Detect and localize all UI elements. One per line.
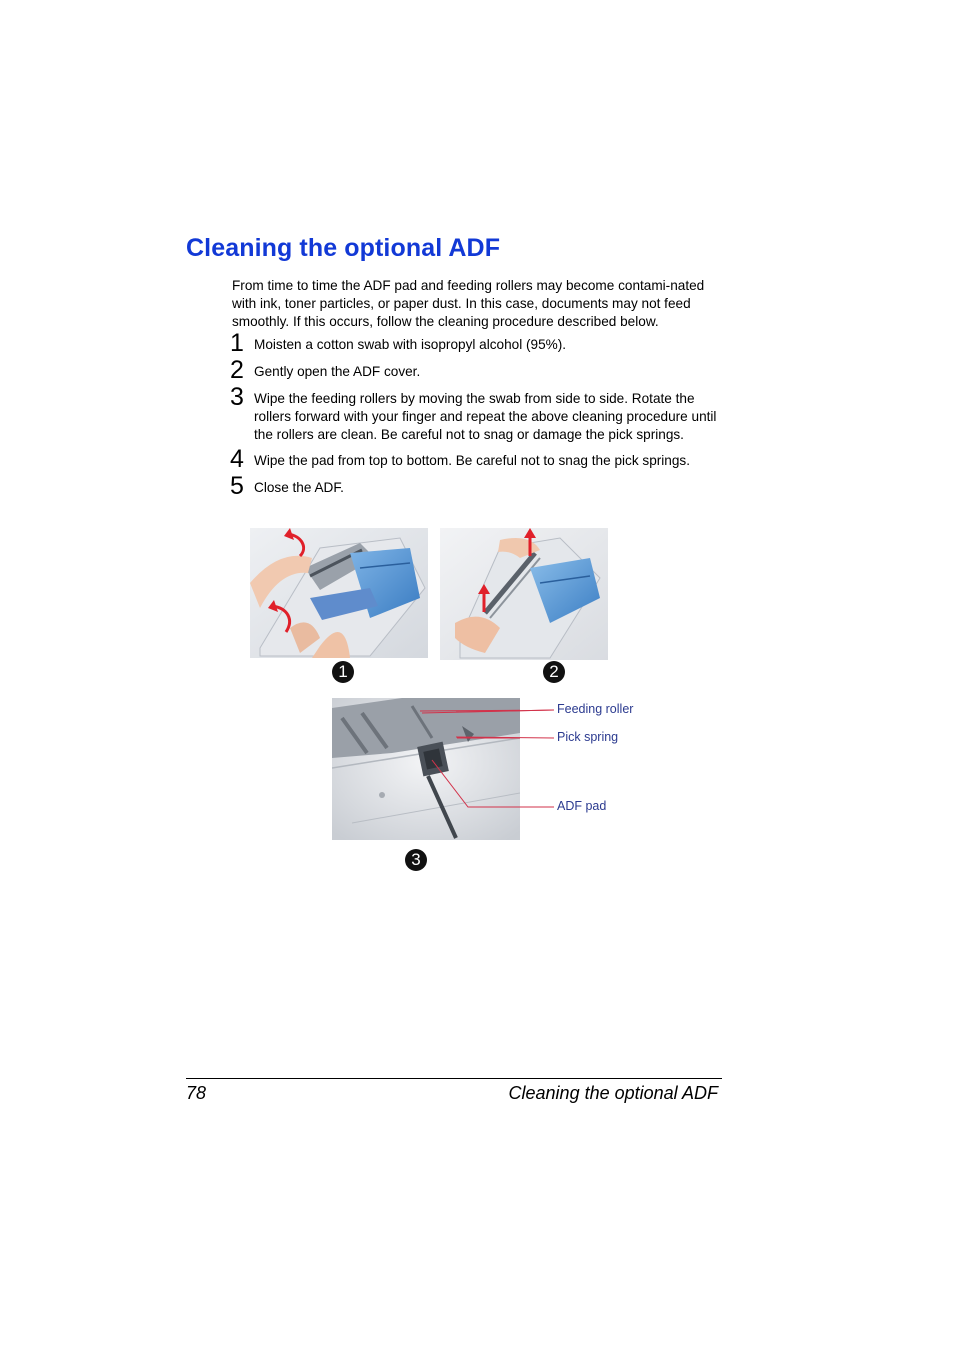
figure-rotate-rollers <box>440 528 608 660</box>
page-title: Cleaning the optional ADF <box>186 234 501 262</box>
feeding-roller-leader-2 <box>456 710 554 712</box>
step-number: 1 <box>230 329 244 357</box>
step-text: Close the ADF. <box>254 480 344 496</box>
open-cover-illustration <box>250 528 428 658</box>
rotate-rollers-illustration <box>440 528 608 660</box>
footer-page-number: 78 <box>186 1083 207 1103</box>
step-number: 4 <box>230 445 244 474</box>
callout-lines <box>420 700 660 820</box>
step-item <box>230 356 724 384</box>
callout-feeding-roller: Feeding roller <box>557 702 634 716</box>
step-item <box>230 445 724 474</box>
step-text: Gently open the ADF cover. <box>254 364 421 379</box>
step-text: Wipe the pad from top to bottom. Be careful not to snag the pick springs. <box>254 453 690 469</box>
callout-pick-spring: Pick spring <box>557 730 619 744</box>
footer-divider <box>186 1078 722 1079</box>
step-list <box>230 329 724 502</box>
step-item <box>230 329 724 357</box>
step-number: 3 <box>230 383 244 411</box>
figure-number-badge: 2 <box>543 661 565 683</box>
pick-spring-leader <box>456 737 554 738</box>
figure-number-badge: 3 <box>405 849 427 871</box>
step-number: 5 <box>230 472 244 501</box>
step-item <box>230 472 724 501</box>
figure-number-badge: 1 <box>332 661 354 683</box>
adf-pad-leader <box>432 760 554 807</box>
step-text: Moisten a cotton swab with isopropyl alcohol (95%). <box>254 337 567 352</box>
step-text: Wipe the feeding rollers by moving the swab from side to side. Rotate the rollers forward with your finger and repeat the above cleaning procedure until the rollers are clean. Be careful not to snag or damage the pick springs. <box>254 391 717 442</box>
footer-section-title: Cleaning the optional ADF <box>508 1083 718 1103</box>
step-item <box>230 383 724 443</box>
intro-paragraph: From time to time the ADF pad and feeding rollers may become contami-nated with ink, toner particles, or paper dust. In this case, documents may not feed smoothly. If this occurs, follow the cleaning procedure described below. <box>232 278 705 329</box>
step-number: 2 <box>230 356 244 384</box>
figure-open-adf-cover <box>250 528 428 658</box>
callout-adf-pad: ADF pad <box>557 799 607 813</box>
